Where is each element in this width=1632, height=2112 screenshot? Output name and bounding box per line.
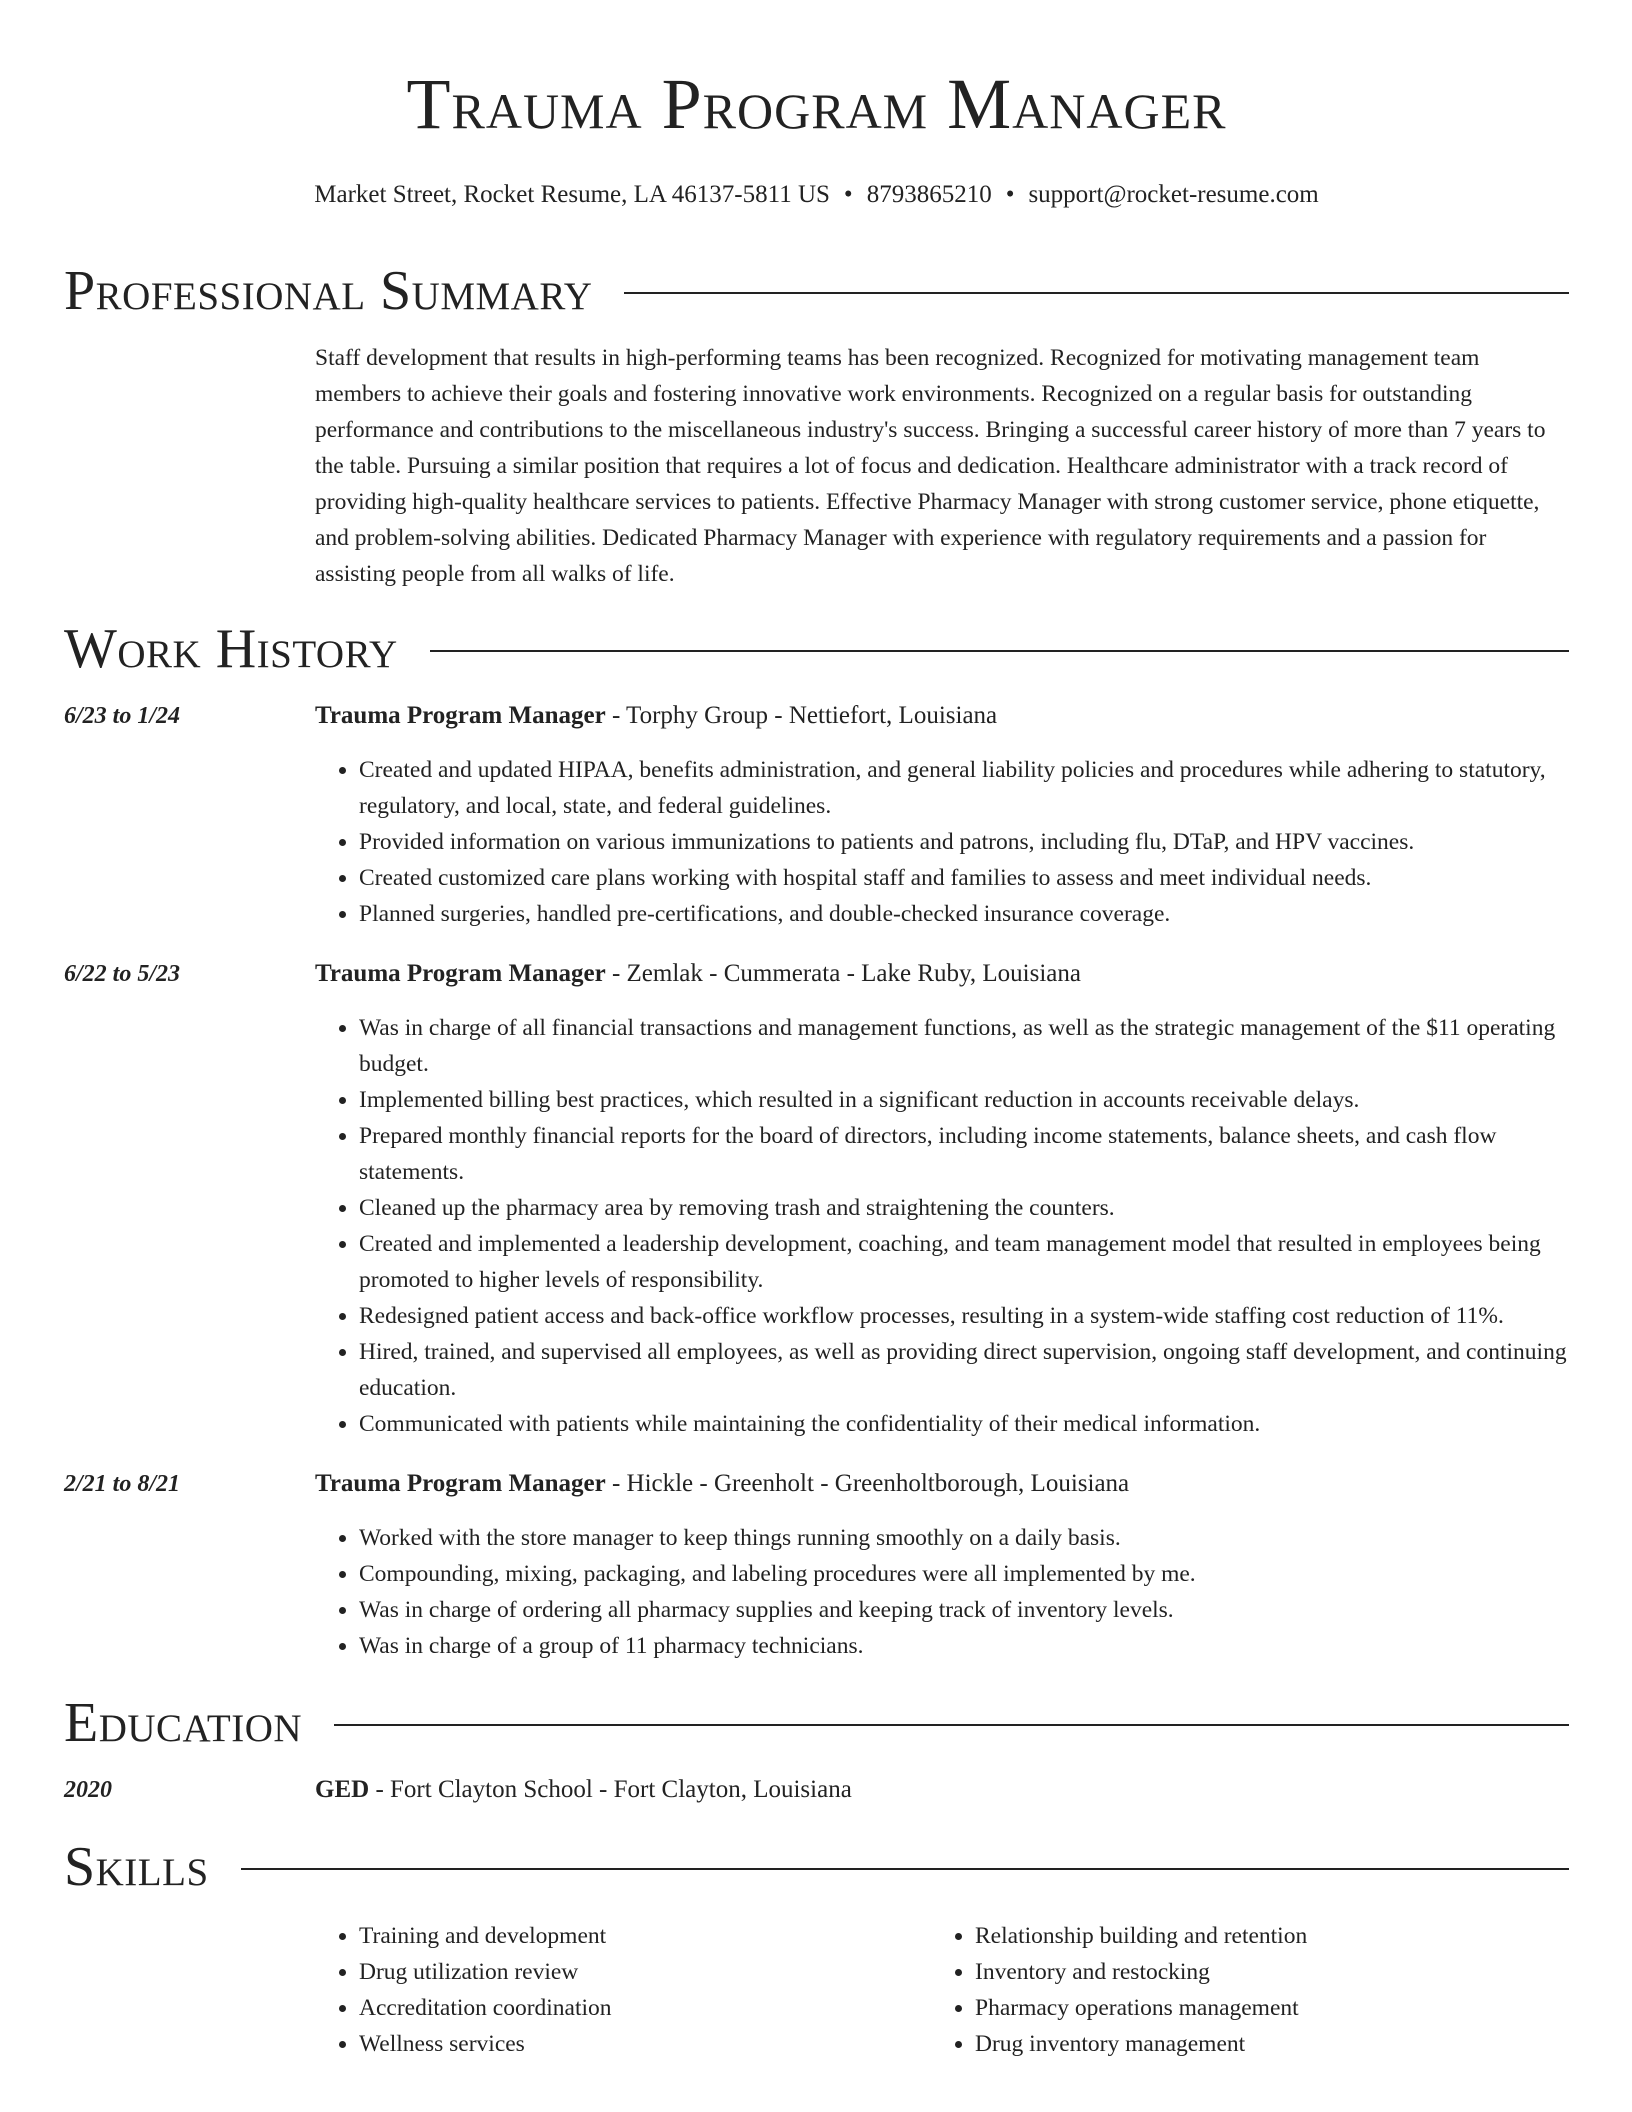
separator: • — [843, 181, 853, 208]
job-body — [315, 1466, 1569, 1664]
list-item: • Was in charge of all financial transactions and management functions, as well as the strategic management of the $11 operating budget. — [359, 1010, 1569, 1082]
job-dates: 2/21 to 8/21 — [64, 1471, 181, 1497]
job-employer-location: - Torphy Group - Nettiefort, Louisiana — [605, 702, 998, 729]
education-entry — [64, 1772, 1569, 1808]
job-entry — [64, 1466, 1569, 1664]
job-body — [315, 698, 1569, 932]
education-section-header — [64, 1688, 1569, 1758]
education-year: 2020 — [64, 1777, 112, 1803]
list-item: • Redesigned patient access and back-office workflow processes, resulting in a system-wide staffing cost reduction of 11%. — [359, 1298, 1569, 1334]
education-heading: Education — [64, 1692, 303, 1754]
candidate-name: Trauma Program Manager — [406, 64, 1227, 144]
summary-text: Staff development that results in high-performing teams has been recognized. Recognized for motivating management team members to achieve their goals and fostering innovative work environments. Recognized on a regular basis for outstanding performance and contributions to the miscellaneous industry's success. Bringing a successful career history of more than 7 years to the table. Pursuing a similar position that requires a lot of focus and dedication. Healthcare administrator with a track record of providing high-quality healthcare services to patients. Effective Pharmacy Manager with strong customer service, phone etiquette, and problem-solving abilities. Dedicated Pharmacy Manager with experience with regulatory requirements and a passion for assisting people from all walks of life. — [315, 345, 1546, 587]
skill-item: • Relationship building and retention — [975, 1918, 1547, 1954]
job-dates: 6/22 to 5/23 — [64, 961, 181, 987]
phone: 8793865210 — [866, 181, 992, 208]
job-title: Trauma Program Manager — [315, 1470, 606, 1497]
list-item: • Provided information on various immunizations to patients and patrons, including flu, DTaP, and HPV vaccines. — [359, 824, 1569, 860]
contact-line — [64, 178, 1569, 212]
job-title-line — [315, 956, 1569, 992]
work-heading: Work History — [64, 618, 398, 680]
job-entry — [64, 956, 1569, 1442]
education-line — [315, 1772, 852, 1808]
skill-item: • Pharmacy operations management — [975, 1990, 1547, 2026]
skill-item: • Inventory and restocking — [975, 1954, 1547, 1990]
section-divider — [624, 292, 1569, 294]
skill-item: • Drug utilization review — [359, 1954, 931, 1990]
list-item: • Implemented billing best practices, which resulted in a significant reduction in accounts receivable delays. — [359, 1082, 1569, 1118]
resume-page — [64, 0, 1569, 2062]
list-item: • Planned surgeries, handled pre-certifications, and double-checked insurance coverage. — [359, 896, 1569, 932]
skills-section-header — [64, 1832, 1569, 1902]
section-divider — [334, 1724, 1569, 1726]
skill-item: • Training and development — [359, 1918, 931, 1954]
section-divider — [241, 1868, 1569, 1870]
list-item: • Was in charge of ordering all pharmacy supplies and keeping track of inventory levels. — [359, 1592, 1569, 1628]
job-dates: 6/23 to 1/24 — [64, 703, 181, 729]
job-body — [315, 956, 1569, 1442]
job-title: Trauma Program Manager — [315, 960, 606, 987]
work-section-header — [64, 614, 1569, 684]
skill-item: • Accreditation coordination — [359, 1990, 931, 2026]
email: support@rocket-resume.com — [1028, 181, 1319, 208]
skill-item: • Wellness services — [359, 2026, 931, 2062]
list-item: • Created and updated HIPAA, benefits administration, and general liability policies and procedures while adhering to statutory, regulatory, and local, state, and federal guidelines. — [359, 752, 1569, 824]
job-title-line — [315, 698, 1569, 734]
address: Market Street, Rocket Resume, LA 46137-5811 US — [314, 181, 830, 208]
job-entry — [64, 698, 1569, 932]
skills-grid — [315, 1918, 1569, 2062]
summary-section-header — [64, 256, 1569, 326]
list-item: • Created customized care plans working with hospital staff and families to assess and meet individual needs. — [359, 860, 1569, 896]
job-employer-location: - Zemlak - Cummerata - Lake Ruby, Louisiana — [605, 960, 1081, 987]
list-item: • Compounding, mixing, packaging, and labeling procedures were all implemented by me. — [359, 1556, 1569, 1592]
degree: GED — [315, 1776, 370, 1803]
job-title-line — [315, 1466, 1569, 1502]
job-bullets — [315, 752, 1569, 932]
summary-heading: Professional Summary — [64, 260, 593, 322]
list-item: • Worked with the store manager to keep things running smoothly on a daily basis. — [359, 1520, 1569, 1556]
job-bullets — [315, 1010, 1569, 1442]
list-item: • Created and implemented a leadership development, coaching, and team management model that resulted in employees being promoted to higher levels of responsibility. — [359, 1226, 1569, 1298]
list-item: • Hired, trained, and supervised all employees, as well as providing direct supervision, ongoing staff development, and continuing education. — [359, 1334, 1569, 1406]
job-bullets — [315, 1520, 1569, 1664]
section-divider — [430, 650, 1569, 652]
list-item: • Cleaned up the pharmacy area by removing trash and straightening the counters. — [359, 1190, 1569, 1226]
list-item: • Was in charge of a group of 11 pharmacy technicians. — [359, 1628, 1569, 1664]
list-item: • Communicated with patients while maintaining the confidentiality of their medical information. — [359, 1406, 1569, 1442]
school-details: - Fort Clayton School - Fort Clayton, Louisiana — [369, 1776, 852, 1803]
list-item: • Prepared monthly financial reports for the board of directors, including income statements, balance sheets, and cash flow statements. — [359, 1118, 1569, 1190]
skills-column-left — [315, 1918, 931, 2062]
skills-column-right — [931, 1918, 1547, 2062]
job-title: Trauma Program Manager — [315, 702, 606, 729]
skill-item: • Drug inventory management — [975, 2026, 1547, 2062]
separator: • — [1005, 181, 1015, 208]
job-employer-location: - Hickle - Greenholt - Greenholtborough, Louisiana — [605, 1470, 1130, 1497]
skills-heading: Skills — [64, 1836, 209, 1898]
work-history-list — [64, 698, 1569, 1664]
